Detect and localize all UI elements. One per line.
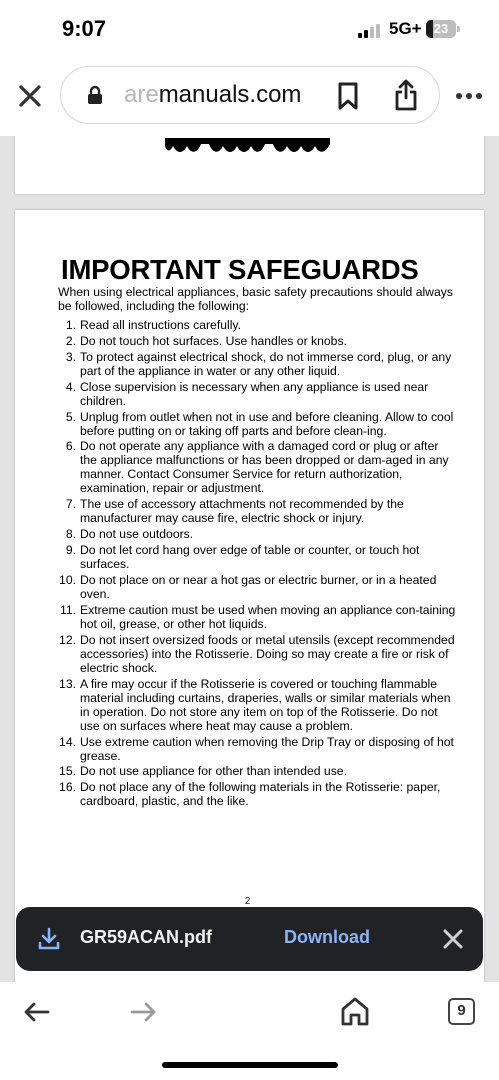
safeguard-number: 10. [59,573,76,588]
safeguard-text: Do not place any of the following materials in the Rotisserie: paper, cardboard, plastic, and the like. [80,780,441,809]
url-text-faded: are [124,81,159,108]
safeguard-text: Do not touch hot surfaces. Use handles or knobs. [80,333,347,348]
safeguard-number: 6. [65,439,76,454]
signal-icon [358,24,384,38]
back-icon[interactable] [24,1002,50,1022]
status-time: 9:07 [62,16,107,41]
safeguards-list [58,318,458,810]
safeguard-number: 11. [59,602,76,617]
safeguard-item [58,633,458,675]
battery-level: 23 [433,21,449,36]
home-indicator [162,1062,338,1068]
battery-icon [426,20,460,38]
safeguard-item [58,410,458,438]
page-number: 2 [244,896,251,907]
safeguard-number: 9. [65,543,76,558]
document-title: IMPORTANT SAFEGUARDS [61,254,419,285]
safeguard-item [58,497,458,525]
safeguard-item [58,350,458,378]
dismiss-icon[interactable] [443,929,463,949]
network-type: 5G+ [389,19,422,38]
safeguard-text: Do not insert oversized foods or metal utensils (except recommended accessories) into the Rotisserie. Doing so may create a fire or risk of electric shock. [80,632,455,675]
lock-icon [87,85,103,105]
safeguard-number: 15. [59,764,76,779]
bookmark-icon[interactable] [337,82,359,110]
safeguard-item [58,780,458,808]
safeguard-text: Unplug from outlet when not in use and before cleaning. Allow to cool before putting on or taking off parts and before clean-ing. [80,409,454,438]
safeguard-text: Extreme caution must be used when moving an appliance con-taining hot oil, grease, or other hot liquids. [80,602,456,631]
safeguard-item [58,603,458,631]
safeguard-number: 4. [65,379,76,394]
safeguard-number: 13. [59,676,76,691]
url-text [124,81,301,109]
safeguard-number: 5. [65,409,76,424]
close-icon[interactable] [18,84,42,108]
safeguard-item [58,764,458,778]
safeguard-number: 14. [59,734,76,749]
pdf-viewer[interactable] [0,136,499,982]
safeguard-text: Do not let cord hang over edge of table or counter, or touch hot surfaces. [80,543,420,572]
url-text-domain: manuals.com [158,81,302,108]
page-graphic-fragment [165,138,330,154]
safeguard-item [58,735,458,763]
safeguard-number: 2. [65,333,76,348]
safeguard-number: 8. [65,527,76,542]
address-bar[interactable] [60,66,440,124]
safeguard-text: Do not operate any appliance with a damaged cord or plug or after the appliance malfunctions or has been dropped or dam-aged in any manner. Contact Consumer Service for return authorization, examination, repair or adjustment. [80,439,449,496]
safeguard-number: 1. [65,318,76,332]
safeguard-number: 3. [65,349,76,364]
pdf-page-previous [15,136,484,194]
safeguard-text: Read all instructions carefully. [80,318,241,332]
pdf-page [15,210,484,982]
safeguard-text: Do not use appliance for other than intended use. [80,764,347,779]
browser-top-bar [0,58,499,136]
safeguard-item [58,677,458,733]
safeguard-item [58,380,458,408]
safeguard-item [58,543,458,571]
safeguard-number: 12. [59,632,76,647]
safeguard-text: Close supervision is necessary when any appliance is used near children. [80,379,429,408]
home-icon[interactable] [340,996,370,1026]
safeguard-item [58,573,458,601]
status-bar [0,0,499,58]
safeguard-text: Use extreme caution when removing the Drip Tray or disposing of hot grease. [80,734,454,763]
download-icon [38,927,60,951]
safeguard-number: 7. [65,497,76,512]
document-intro: When using electrical appliances, basic safety precautions should always be followed, including the following: [58,285,453,313]
safeguard-number: 16. [59,780,76,795]
safeguard-text: Do not place on or near a hot gas or electric burner, or in a heated oven. [80,573,437,602]
safeguard-item [58,334,458,348]
download-button[interactable]: Download [284,927,370,947]
share-icon[interactable] [394,79,418,111]
more-icon[interactable] [455,92,483,100]
download-bar [16,907,483,971]
browser-bottom-toolbar [0,982,499,1080]
tabs-icon[interactable]: 9 [448,998,475,1025]
safeguard-text: A fire may occur if the Rotisserie is covered or touching flammable material including curtains, draperies, walls or similar materials when in operation. Do not store any item on top of the Rotisserie. Do not use on surfaces where heat may cause a problem. [80,676,451,733]
safeguard-text: The use of accessory attachments not recommended by the manufacturer may cause fire, electric shock or injury. [80,497,404,526]
forward-icon[interactable] [130,1002,156,1022]
safeguard-item [58,439,458,495]
safeguard-text: To protect against electrical shock, do not immerse cord, plug, or any part of the appliance in water or any other liquid. [80,349,452,378]
safeguard-text: Do not use outdoors. [80,527,194,542]
download-file-name: GR59ACAN.pdf [80,927,213,947]
safeguard-item [58,527,458,541]
safeguard-item [58,318,458,332]
